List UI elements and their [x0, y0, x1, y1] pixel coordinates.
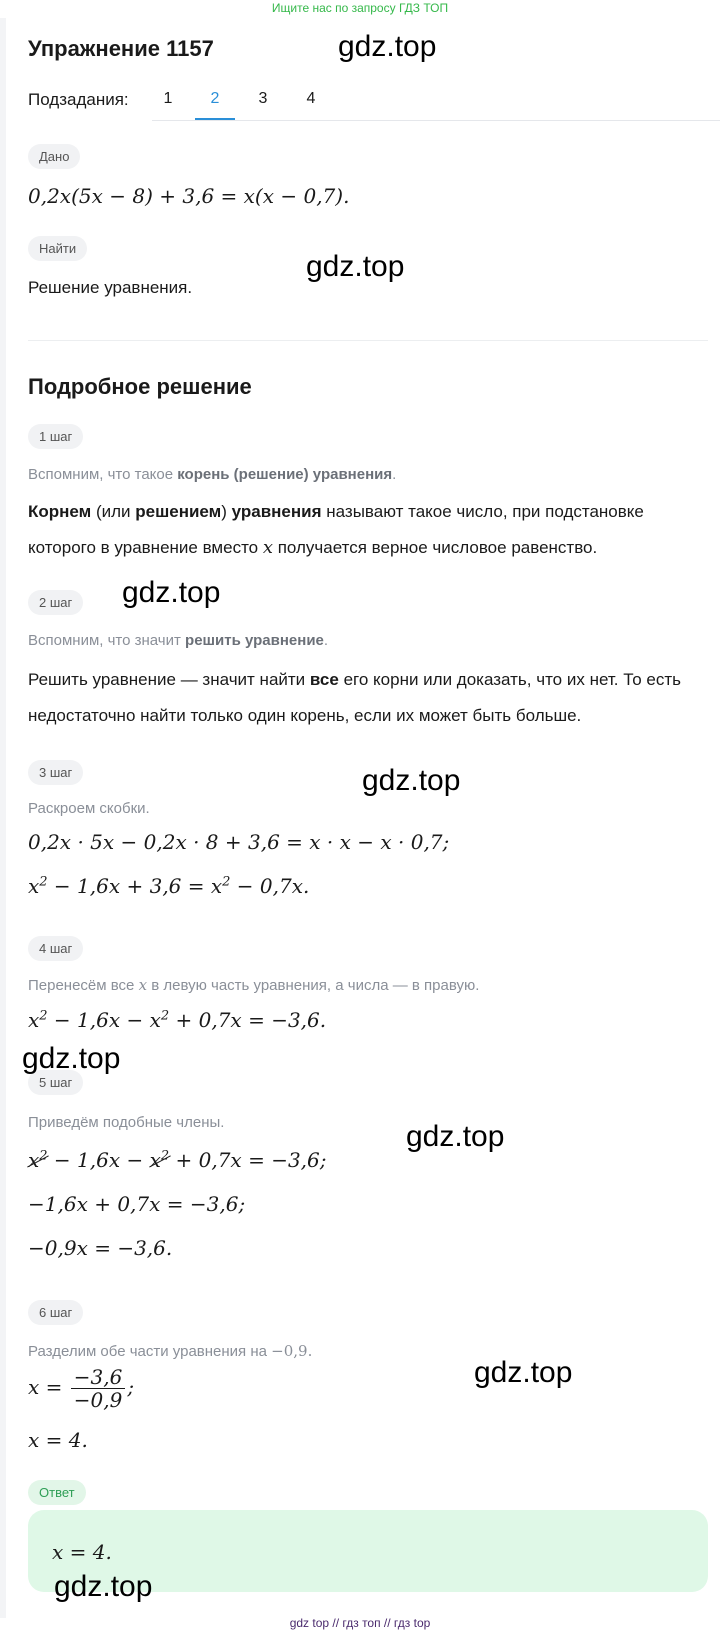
- step-3-line-1: 0,2x · 5x − 0,2x · 8 + 3,6 = x · x − x · 0,7;: [28, 830, 450, 854]
- cancelled-term: [150, 1148, 170, 1172]
- exponent: 2: [160, 1008, 170, 1024]
- solution-title: Подробное решение: [28, 374, 252, 399]
- answer-badge: Ответ: [28, 1480, 86, 1505]
- step-1-badge: 1 шаг: [28, 424, 83, 449]
- step-5-hint: Приведём подобные члены.: [28, 1114, 225, 1131]
- step-2-body: [28, 662, 688, 734]
- step-5-line-3: −0,9x = −3,6.: [28, 1236, 173, 1260]
- step-5-line-1: [28, 1148, 327, 1172]
- step-4-hint-post: в левую часть уравнения, а числа — в правую.: [147, 977, 480, 994]
- step-1-term-equation: уравнения: [231, 502, 322, 521]
- step-6-fraction-end: ;: [127, 1375, 135, 1399]
- step-6-lhs: x =: [28, 1375, 69, 1399]
- exponent: 2: [39, 1148, 48, 1164]
- watermark: gdz.top: [122, 576, 221, 609]
- step-2-hint-end: .: [323, 632, 329, 649]
- left-border: [0, 18, 6, 1618]
- search-hint-banner: Ищите нас по запросу ГДЗ ТОП: [271, 1, 449, 15]
- fraction: [71, 1366, 126, 1411]
- step-1-hint-end: .: [392, 466, 397, 483]
- step-6-line-2: x = 4.: [28, 1428, 88, 1452]
- step-1-term-solution: решением: [135, 502, 222, 521]
- step-1-body-part3: называют такое число, при подстановке которого в уравнение вместо: [28, 502, 644, 557]
- given-badge: Дано: [28, 144, 80, 169]
- step-4-line: [28, 1008, 326, 1032]
- step-5-line-2: −1,6x + 0,7x = −3,6;: [28, 1192, 246, 1216]
- exponent: 2: [39, 1008, 48, 1024]
- active-tab-indicator: [195, 118, 235, 120]
- subtasks-label: Подзадания:: [28, 90, 129, 109]
- step-2-body-post: его корни или доказать, что их нет. То есть недостаточно найти только один корень, если их может быть больше.: [28, 670, 682, 725]
- watermark: gdz.top: [22, 1042, 121, 1075]
- step-1-body-part1: (или: [91, 502, 136, 521]
- step-3-line-2-b: − 1,6x + 3,6 = x: [47, 874, 223, 898]
- find-text: Решение уравнения.: [28, 278, 193, 297]
- subtask-tab-4[interactable]: 4: [306, 90, 316, 107]
- step-2-hint: [28, 632, 328, 649]
- step-5-badge: 5 шаг: [28, 1070, 83, 1095]
- step-1-body: [28, 494, 688, 566]
- given-equation: 0,2x(5x − 8) + 3,6 = x(x − 0,7).: [28, 184, 350, 208]
- step-4-hint-variable: x: [138, 976, 148, 994]
- subtask-tab-1[interactable]: 1: [163, 90, 173, 107]
- step-2-body-pre: Решить уравнение — значит найти: [28, 670, 310, 689]
- find-badge: Найти: [28, 236, 87, 261]
- footer: gdz top // гдз топ // гдз top: [289, 1616, 431, 1630]
- watermark: gdz.top: [474, 1356, 573, 1389]
- step-5-line-1-mid: − 1,6x −: [47, 1148, 150, 1172]
- step-6-fraction-line: [28, 1366, 134, 1411]
- exercise-title: Упражнение 1157: [28, 36, 214, 61]
- watermark: gdz.top: [338, 30, 437, 63]
- step-4-hint-pre: Перенесём все: [28, 977, 139, 994]
- step-4-line-a: x: [28, 1008, 40, 1032]
- step-6-hint: [28, 1342, 312, 1360]
- step-1-body-part4: получается верное числовое равенство.: [273, 538, 598, 557]
- cancelled-term-var: x: [28, 1148, 40, 1172]
- subtask-tab-3[interactable]: 3: [258, 90, 268, 107]
- step-6-badge: 6 шаг: [28, 1300, 83, 1325]
- exponent: 2: [160, 1148, 170, 1164]
- step-1-hint-term: корень (решение) уравнения: [177, 466, 393, 483]
- step-1-variable: x: [262, 537, 273, 558]
- step-1-hint: [28, 466, 396, 483]
- tabs-divider: [152, 120, 720, 121]
- step-6-hint-pre: Разделим обе части уравнения на: [28, 1343, 272, 1360]
- step-3-hint: Раскроем скобки.: [28, 800, 150, 817]
- step-2-body-term: все: [309, 670, 339, 689]
- step-1-body-part2: ): [221, 502, 232, 521]
- cancelled-term: [28, 1148, 48, 1172]
- fraction-numerator: −3,6: [71, 1366, 126, 1389]
- watermark: gdz.top: [306, 250, 405, 283]
- cancelled-term-var: x: [149, 1148, 161, 1172]
- step-3-line-2: [28, 874, 309, 898]
- exponent: 2: [39, 874, 48, 890]
- step-4-badge: 4 шаг: [28, 936, 83, 961]
- step-4-line-b: − 1,6x − x: [47, 1008, 161, 1032]
- step-2-hint-pre: Вспомним, что значит: [28, 632, 186, 649]
- step-2-badge: 2 шаг: [28, 590, 83, 615]
- step-5-line-1-end: + 0,7x = −3,6;: [169, 1148, 327, 1172]
- exponent: 2: [222, 874, 231, 890]
- step-4-line-c: + 0,7x = −3,6.: [169, 1008, 327, 1032]
- step-1-term-root: Корнем: [28, 502, 92, 521]
- step-4-hint: [28, 976, 479, 994]
- step-6-hint-number: −0,9.: [271, 1342, 313, 1360]
- fraction-denominator: −0,9: [73, 1388, 123, 1412]
- subtask-tab-2[interactable]: 2: [210, 90, 220, 107]
- watermark: gdz.top: [362, 764, 461, 797]
- section-divider: [28, 340, 708, 341]
- answer-value: x = 4.: [52, 1540, 112, 1564]
- watermark: gdz.top: [54, 1570, 153, 1603]
- step-1-hint-pre: Вспомним, что такое: [28, 466, 178, 483]
- step-3-badge: 3 шаг: [28, 760, 83, 785]
- step-2-hint-term: решить уравнение: [185, 632, 324, 649]
- watermark: gdz.top: [406, 1120, 505, 1153]
- step-3-line-2-c: − 0,7x.: [230, 874, 310, 898]
- step-3-line-2-a: x: [28, 874, 40, 898]
